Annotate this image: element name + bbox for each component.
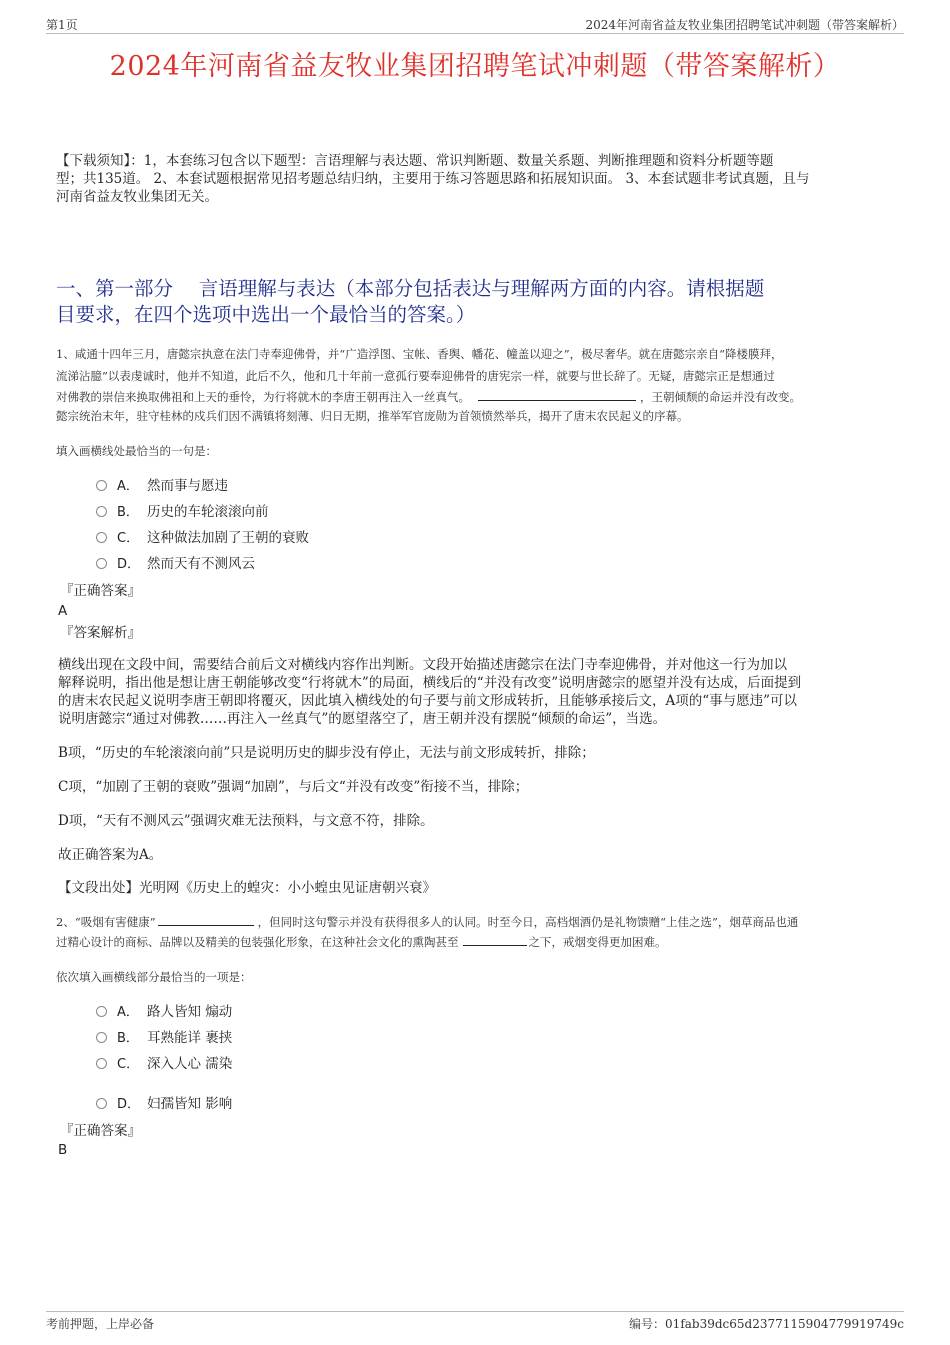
q1-option-c[interactable]: C． 这种做法加剧了王朝的衰败 [96,528,309,548]
section-heading-line-2: 目要求，在四个选项中选出一个最恰当的答案。） [56,303,476,326]
q2-answer-label: 『正确答案』 [60,1123,141,1139]
q1-stem-line-3 [56,388,801,406]
radio-icon[interactable] [96,1006,107,1017]
q1-stem-line-3-before-blank: 对佛教的崇信来换取佛祖和上天的垂怜，为行将就木的李唐王朝再注入一丝真气。 [56,390,470,404]
q1-source: 【文段出处】光明网《历史上的蝗灾：小小蝗虫见证唐朝兴衰》 [58,880,436,896]
page-title: 2024年河南省益友牧业集团招聘笔试冲刺题（带答案解析） [109,51,841,82]
footer-slogan: 考前押题，上岸必备 [46,1317,155,1331]
radio-icon[interactable] [96,532,107,543]
q2-blank-2 [463,933,527,946]
header-divider [46,33,904,34]
radio-icon[interactable] [96,1032,107,1043]
q1-option-b[interactable]: B． 历史的车轮滚滚向前 [96,502,269,522]
q2-option-d[interactable]: D． 妇孺皆知 影响 [96,1094,232,1114]
q2-stem-line-1-after-blank: ，但同时这句警示并没有获得很多人的认同。时至今日，高档烟酒仍是礼物馈赠“上佳之选”，烟草商品也通 [257,915,799,929]
q1-analysis-line-1: 横线出现在文段中间，需要结合前后文对横线内容作出判断。文段开始描述唐懿宗在法门寺奉迎佛骨，并对他这一行为加以 [58,657,787,673]
page-number: 第1页 [46,18,78,32]
q1-analysis-line-4: 说明唐懿宗“通过对佛教……再注入一丝真气”的愿望落空了，唐王朝并没有摆脱“倾颓的命运”，当选。 [58,711,667,727]
section-heading-line-1: 一、第一部分 言语理解与表达（本部分包括表达与理解两方面的内容。请根据题 [56,277,765,300]
q2-answer: B [58,1142,68,1158]
q1-stem-line-2: 流涕沾臆”以表虔诚时，他并不知道，此后不久，他和几十年前一意孤行要奉迎佛骨的唐宪宗一样，就要与世长辞了。无疑，唐懿宗正是想通过 [56,369,775,383]
q2-stem-line-1-before-blank: 2、“吸烟有害健康” [56,915,156,929]
radio-icon[interactable] [96,480,107,491]
q1-analysis-line-2: 解释说明，指出他是想让唐王朝能够改变“行将就木”的局面，横线后的“并没有改变”说明唐懿宗的愿望并没有达成，后面提到 [58,675,802,691]
notice-line-1: 【下载须知】：1，本套练习包含以下题型：言语理解与表达题、常识判断题、数量关系题、判断推理题和资料分析题等题 [56,153,774,169]
notice-line-2: 型；共135道。 2、本套试题根据常见招考题总结归纳，主要用于练习答题思路和拓展知识面。 3、本套试题非考试真题，且与 [56,171,810,187]
q1-explain-d: D项，“天有不测风云”强调灾难无法预料，与文意不符，排除。 [58,813,434,829]
radio-icon[interactable] [96,506,107,517]
q2-prompt: 依次填入画横线部分最恰当的一项是： [56,970,252,984]
radio-icon[interactable] [96,1098,107,1109]
q1-prompt: 填入画横线处最恰当的一句是： [56,444,217,458]
q2-stem-line-2 [56,933,667,951]
q1-stem-line-3-after-blank: ，王朝倾颓的命运并没有改变。 [640,390,801,404]
q1-analysis-line-3: 的唐末农民起义说明李唐王朝即将覆灭，因此填入横线处的句子要与前文形成转折，且能够承接后文，A项的“事与愿违”可以 [58,693,798,709]
q1-answer-label: 『正确答案』 [60,583,141,599]
q1-option-a[interactable]: A． 然而事与愿违 [96,476,228,496]
q2-stem-line-2-after-blank: 之下，戒烟变得更加困难。 [528,935,667,949]
q2-stem-line-2-before-blank: 过精心设计的商标、品牌以及精美的包装强化形象，在这种社会文化的熏陶甚至 [56,935,459,949]
q2-option-a[interactable]: A． 路人皆知 煽动 [96,1002,232,1022]
footer-doc-id: 编号：01fab39dc65d2377115904779919749c [629,1317,904,1331]
q1-option-d[interactable]: D． 然而天有不测风云 [96,554,255,574]
q2-stem-line-1 [56,913,798,931]
q1-analysis-label: 『答案解析』 [60,625,141,641]
radio-icon[interactable] [96,1058,107,1069]
q2-option-c[interactable]: C． 深入人心 濡染 [96,1054,232,1074]
q1-explain-b: B项，“历史的车轮滚滚向前”只是说明历史的脚步没有停止，无法与前文形成转折，排除； [58,745,595,761]
q1-stem-line-1: 1、咸通十四年三月，唐懿宗执意在法门寺奉迎佛骨，并“广造浮图、宝帐、香舆、幡花、幢盖以迎之”，极尽奢华。就在唐懿宗亲自“降楼膜拜， [56,347,783,361]
q1-conclusion: 故正确答案为A。 [58,847,163,863]
q1-explain-c: C项，“加剧了王朝的衰败”强调“加剧”，与后文“并没有改变”衔接不当，排除； [58,779,529,795]
q1-answer: A [58,603,68,619]
header-doc-title: 2024年河南省益友牧业集团招聘笔试冲刺题（带答案解析） [585,18,904,32]
radio-icon[interactable] [96,558,107,569]
q1-blank [478,388,636,401]
q2-blank-1 [158,913,254,926]
notice-line-3: 河南省益友牧业集团无关。 [56,189,218,205]
q1-stem-line-4: 懿宗统治末年，驻守桂林的戍兵们因不满镇将刻薄、归日无期，推举军官庞勋为首领愤然举兵，揭开了唐末农民起义的序幕。 [56,409,689,423]
q2-option-b[interactable]: B． 耳熟能详 裹挟 [96,1028,232,1048]
footer-divider [46,1311,904,1312]
